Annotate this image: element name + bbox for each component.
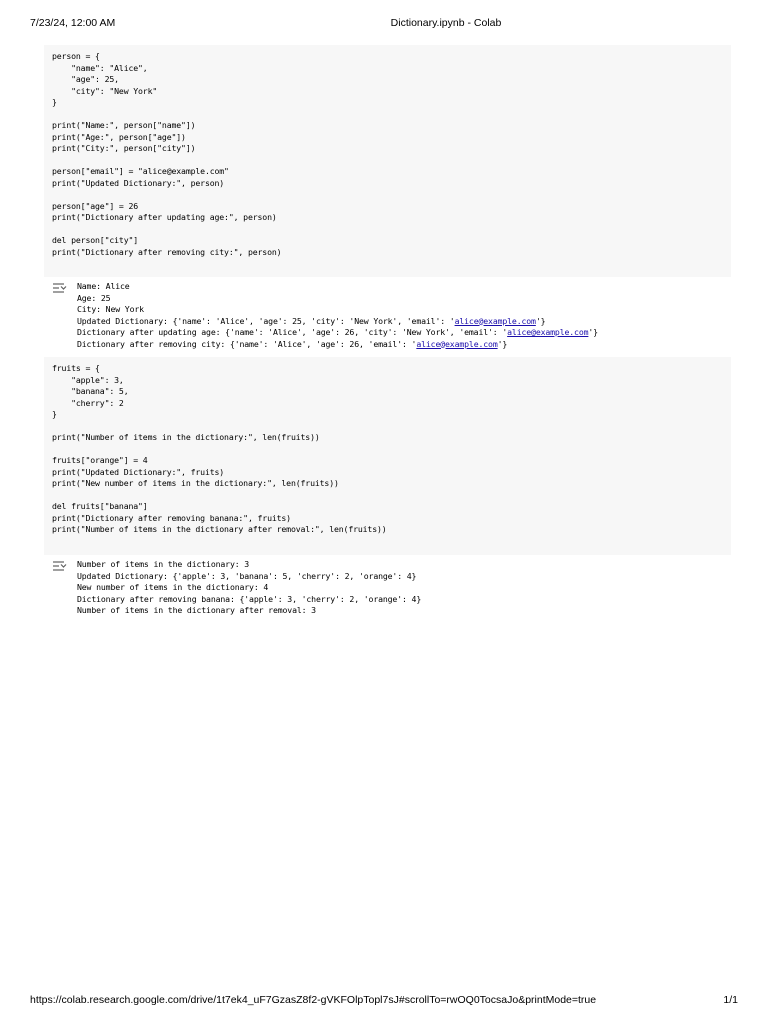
output-line: Age: 25 xyxy=(77,292,111,303)
output-line xyxy=(77,327,697,339)
output-line: Updated Dictionary: {'apple': 3, 'banana': 5, 'cherry': 2, 'orange': 4} xyxy=(77,570,417,581)
output-line: Number of items in the dictionary: 3 xyxy=(77,559,250,569)
output-text xyxy=(77,559,697,617)
code-line: person["email"] = "alice@example.com" xyxy=(52,166,229,176)
code-line xyxy=(52,490,731,502)
code-line: print("New number of items in the dictionary:", len(fruits)) xyxy=(52,478,339,488)
output-line xyxy=(77,316,697,328)
output-line: Dictionary after removing banana: {'apple': 3, 'cherry': 2, 'orange': 4} xyxy=(77,593,422,604)
code-line: print("Dictionary after removing banana:", fruits) xyxy=(52,512,291,523)
code-line xyxy=(52,155,731,167)
page-number: 1/1 xyxy=(723,994,738,1006)
output-text-segment: Dictionary after removing city: {'name': 'Alice', 'age': 26, 'email': ' xyxy=(77,338,417,349)
code-line: print("Dictionary after removing city:", person) xyxy=(52,246,282,257)
code-line xyxy=(52,444,731,456)
code-line: person = { xyxy=(52,51,100,61)
code-line: print("Name:", person["name"]) xyxy=(52,120,196,130)
code-line: fruits = { xyxy=(52,363,100,373)
code-line xyxy=(52,421,731,433)
code-cell-1[interactable] xyxy=(44,45,731,277)
code-line: "age": 25, xyxy=(52,74,119,84)
code-line: del fruits["banana"] xyxy=(52,501,148,511)
code-block xyxy=(52,51,731,258)
code-line: "banana": 5, xyxy=(52,386,129,396)
output-text-segment: '} xyxy=(535,315,546,326)
output-text-segment: Updated Dictionary: {'name': 'Alice', 'age': 25, 'city': 'New York', 'email': ' xyxy=(77,315,455,326)
email-link[interactable]: alice@example.com xyxy=(454,315,536,326)
output-toggle-icon[interactable] xyxy=(52,559,68,571)
code-line: print("Age:", person["age"]) xyxy=(52,131,186,142)
code-line: person["age"] = 26 xyxy=(52,200,139,211)
output-line: New number of items in the dictionary: 4 xyxy=(77,582,269,592)
code-line xyxy=(52,189,731,201)
output-toggle-icon[interactable] xyxy=(52,281,68,293)
output-text-segment: Dictionary after updating age: {'name': 'Alice', 'age': 26, 'city': 'New York', 'email': ' xyxy=(77,327,508,337)
email-link[interactable]: alice@example.com xyxy=(416,338,498,349)
code-line: print("Number of items in the dictionary:", len(fruits)) xyxy=(52,432,320,442)
code-line xyxy=(52,224,731,236)
code-line: print("Updated Dictionary:", fruits) xyxy=(52,466,225,477)
print-datetime: 7/23/24, 12:00 AM xyxy=(30,17,116,29)
code-line: print("Dictionary after updating age:", person) xyxy=(52,212,277,222)
code-line: } xyxy=(52,97,57,107)
code-line: "cherry": 2 xyxy=(52,397,124,408)
email-link[interactable]: alice@example.com xyxy=(507,327,589,337)
output-text xyxy=(77,281,697,350)
output-line: Name: Alice xyxy=(77,281,130,291)
output-text-segment: '} xyxy=(588,327,598,337)
code-cell-2[interactable] xyxy=(44,357,731,555)
code-line xyxy=(52,109,731,121)
code-line: "city": "New York" xyxy=(52,85,158,96)
print-header xyxy=(0,17,768,31)
code-line: del person["city"] xyxy=(52,235,139,245)
code-block xyxy=(52,363,731,536)
code-line: print("Updated Dictionary:", person) xyxy=(52,177,225,188)
notebook-title: Dictionary.ipynb - Colab xyxy=(390,17,502,29)
code-line: "apple": 3, xyxy=(52,374,124,385)
code-line: fruits["orange"] = 4 xyxy=(52,455,148,465)
code-line: } xyxy=(52,409,57,419)
code-line: "name": "Alice", xyxy=(52,62,148,73)
code-line: print("Number of items in the dictionary after removal:", len(fruits)) xyxy=(52,524,387,534)
output-text-segment: '} xyxy=(497,338,508,349)
output-line: City: New York xyxy=(77,304,144,314)
output-line xyxy=(77,339,697,351)
page-url: https://colab.research.google.com/drive/1t7ek4_uF7GzasZ8f2-gVKFOlpTopl7sJ#scrollTo=rwOQ0TocsaJo&printMode=true xyxy=(30,994,597,1006)
code-line: print("City:", person["city"]) xyxy=(52,143,196,153)
output-line: Number of items in the dictionary after removal: 3 xyxy=(77,605,316,615)
